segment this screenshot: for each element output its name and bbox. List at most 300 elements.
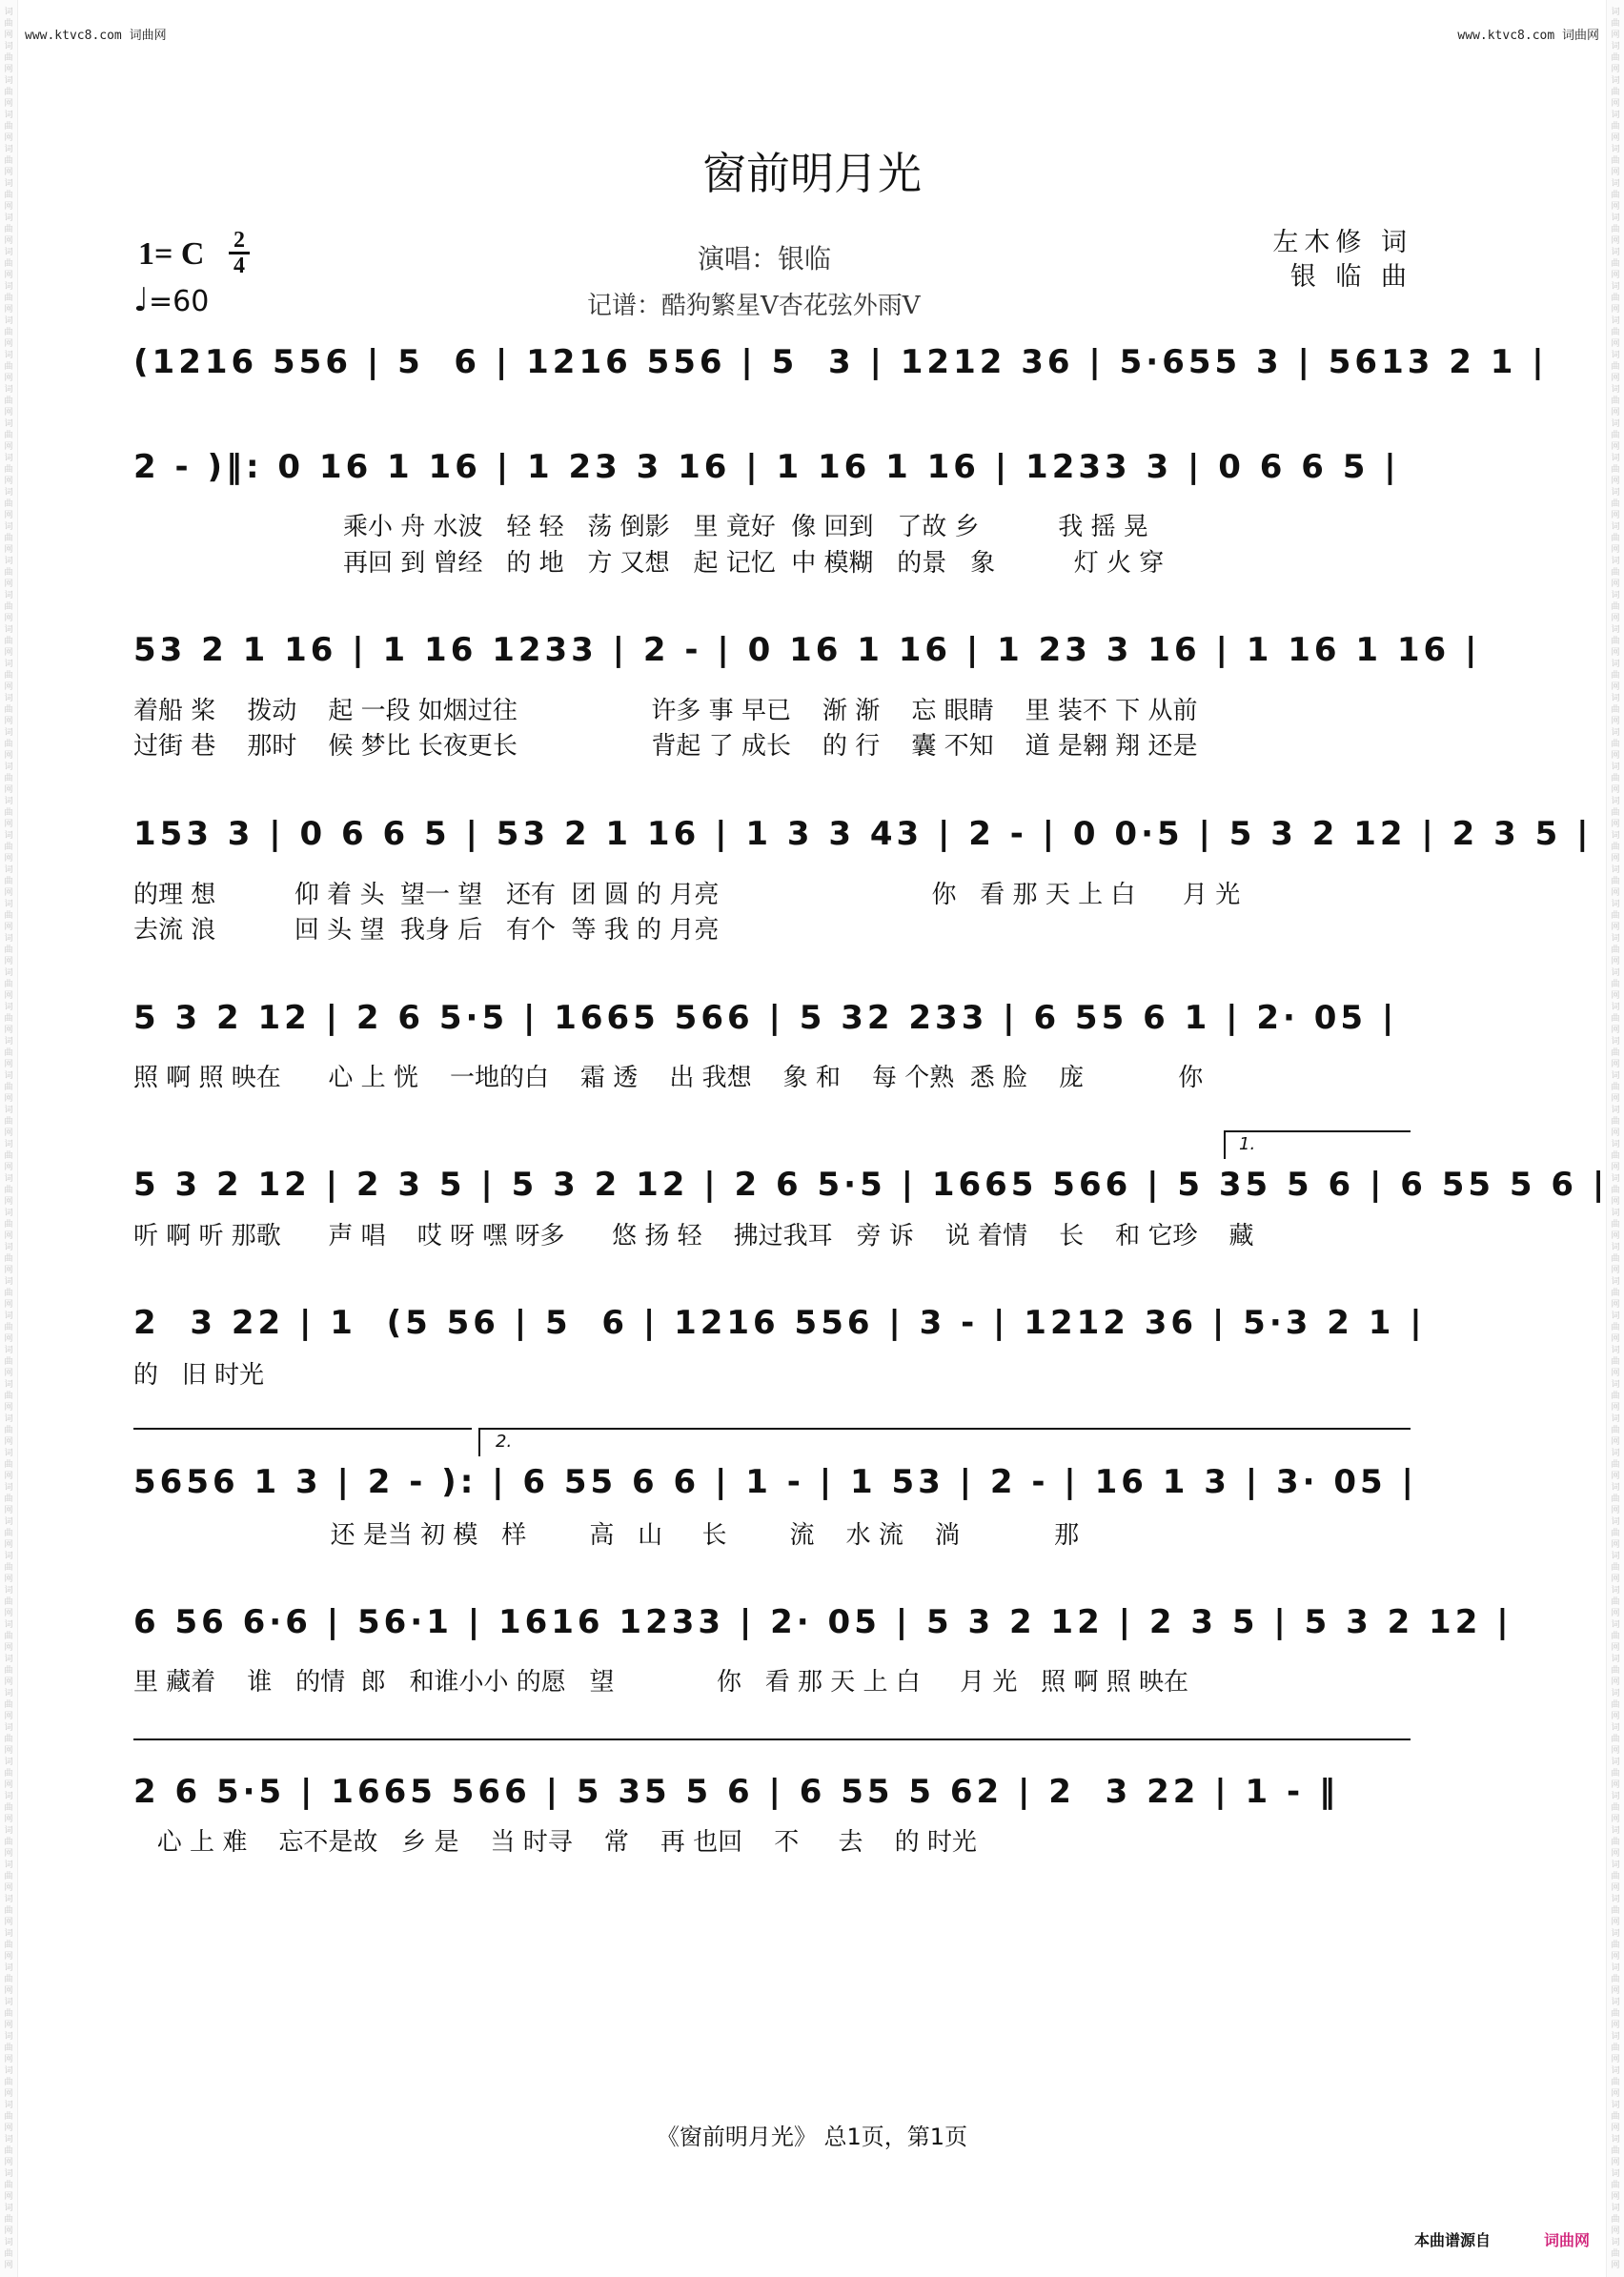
notation-row: 53 2 1 16 | 1 16 1233 | 2 - | 0 16 1 16 | 1 23 3 16 | 1 16 1 16 | xyxy=(133,631,1481,669)
margin-watermark-glyph: 网 xyxy=(4,511,13,520)
margin-watermark-glyph: 曲 xyxy=(1611,1838,1620,1847)
margin-watermark-glyph: 词 xyxy=(1611,762,1620,772)
margin-watermark-glyph: 词 xyxy=(4,385,13,395)
margin-watermark-glyph: 曲 xyxy=(4,671,13,681)
site-url-right[interactable]: www.ktvc8.com 词曲网 xyxy=(1457,29,1599,43)
margin-watermark-glyph: 词 xyxy=(4,797,13,806)
margin-watermark-glyph: 网 xyxy=(4,305,13,315)
margin-watermark-glyph: 词 xyxy=(4,831,13,841)
margin-watermark-glyph: 词 xyxy=(1611,179,1620,189)
margin-watermark-glyph: 词 xyxy=(1611,2238,1620,2247)
margin-watermark-glyph: 曲 xyxy=(4,1117,13,1127)
margin-watermark-glyph: 网 xyxy=(4,717,13,726)
margin-watermark-glyph: 词 xyxy=(1611,1414,1620,1424)
margin-watermark-glyph: 曲 xyxy=(4,1735,13,1744)
margin-watermark-glyph: 网 xyxy=(4,2055,13,2064)
margin-watermark-glyph: 曲 xyxy=(4,2181,13,2190)
margin-watermark-glyph: 曲 xyxy=(1611,877,1620,886)
margin-watermark-glyph: 词 xyxy=(4,488,13,498)
margin-watermark-glyph: 曲 xyxy=(1611,1357,1620,1367)
margin-watermark-glyph: 曲 xyxy=(1611,362,1620,372)
margin-watermark-glyph: 曲 xyxy=(1611,808,1620,818)
margin-watermark-glyph: 词 xyxy=(1611,1380,1620,1390)
margin-watermark-glyph: 词 xyxy=(1611,1209,1620,1218)
margin-watermark-glyph: 网 xyxy=(1611,1952,1620,1962)
margin-watermark-glyph: 网 xyxy=(4,1300,13,1310)
margin-watermark-glyph: 曲 xyxy=(1611,740,1620,749)
margin-watermark-glyph: 网 xyxy=(4,614,13,623)
lyricist-credit: 左木修 词 xyxy=(1272,228,1412,257)
margin-watermark-glyph: 网 xyxy=(1611,1609,1620,1618)
margin-watermark-glyph: 词 xyxy=(4,1860,13,1870)
tempo-value: =60 xyxy=(149,285,210,318)
notation-row: 2 - )‖: 0 16 1 16 | 1 23 3 16 | 1 16 1 16 | 1233 3 | 0 6 6 5 | xyxy=(133,448,1400,486)
margin-watermark-glyph: 词 xyxy=(1611,111,1620,120)
margin-watermark-glyph: 词 xyxy=(4,625,13,635)
song-title: 窗前明月光 xyxy=(702,148,922,199)
margin-watermark-glyph: 曲 xyxy=(4,191,13,200)
margin-watermark-glyph: 曲 xyxy=(4,1975,13,1984)
margin-watermark-glyph: 网 xyxy=(1611,579,1620,589)
notation-row: 2 3 22 | 1 (5 56 | 5 6 | 1216 556 | 3 - | 1212 36 | 5·3 2 1 | xyxy=(133,1304,1426,1342)
margin-watermark-glyph: 曲 xyxy=(4,1941,13,1950)
margin-watermark-glyph: 网 xyxy=(4,133,13,143)
margin-watermark-glyph: 曲 xyxy=(1611,53,1620,63)
margin-watermark-glyph: 词 xyxy=(4,968,13,978)
margin-watermark-glyph: 网 xyxy=(1611,682,1620,692)
margin-watermark-glyph: 词 xyxy=(1611,1723,1620,1733)
margin-watermark-glyph: 曲 xyxy=(4,328,13,337)
site-url-left[interactable]: www.ktvc8.com 词曲网 xyxy=(25,29,167,43)
time-signature-top: 2 xyxy=(233,228,245,253)
margin-watermark-glyph: 网 xyxy=(1611,1437,1620,1447)
margin-watermark-glyph: 词 xyxy=(1611,145,1620,154)
margin-watermark-glyph: 词 xyxy=(4,1552,13,1561)
notation-row: 153 3 | 0 6 6 5 | 53 2 1 16 | 1 3 3 43 | 2 - | 0 0·5 | 5 3 2 12 | 2 3 5 | xyxy=(133,815,1593,853)
margin-watermark-glyph: 网 xyxy=(4,2124,13,2133)
margin-watermark-glyph: 词 xyxy=(4,454,13,463)
margin-watermark-glyph: 词 xyxy=(1611,248,1620,257)
margin-watermark-glyph: 词 xyxy=(1611,968,1620,978)
margin-watermark-glyph: 词 xyxy=(4,76,13,86)
margin-watermark-glyph: 曲 xyxy=(4,1700,13,1710)
margin-watermark-glyph: 词 xyxy=(1611,900,1620,909)
margin-watermark-glyph: 词 xyxy=(4,1414,13,1424)
margin-watermark-glyph: 曲 xyxy=(4,1151,13,1161)
margin-watermark-glyph: 曲 xyxy=(4,1460,13,1470)
margin-watermark-glyph: 网 xyxy=(1611,1334,1620,1344)
margin-watermark-glyph: 词 xyxy=(1611,2066,1620,2076)
margin-watermark-glyph: 词 xyxy=(1611,2169,1620,2179)
margin-watermark-glyph: 网 xyxy=(4,1506,13,1515)
margin-watermark-glyph: 曲 xyxy=(4,1769,13,1779)
key-signature: 1= C xyxy=(138,236,205,272)
margin-watermark-glyph: 网 xyxy=(1611,2055,1620,2064)
margin-watermark-glyph: 网 xyxy=(1611,168,1620,177)
time-signature xyxy=(229,229,250,277)
margin-watermark-glyph: 曲 xyxy=(1611,225,1620,234)
tie-continuation-line xyxy=(133,1738,1411,1740)
margin-watermark-glyph: 网 xyxy=(1611,1986,1620,1996)
margin-watermark-glyph: 网 xyxy=(1611,1540,1620,1550)
margin-watermark-glyph: 词 xyxy=(1611,488,1620,498)
margin-watermark-glyph: 曲 xyxy=(4,877,13,886)
margin-watermark-glyph: 网 xyxy=(4,785,13,795)
margin-watermark-glyph: 网 xyxy=(1611,717,1620,726)
margin-watermark-glyph: 网 xyxy=(4,65,13,74)
margin-watermark-glyph: 网 xyxy=(4,202,13,212)
margin-watermark-glyph: 网 xyxy=(1611,1026,1620,1035)
margin-watermark-glyph: 网 xyxy=(4,374,13,383)
margin-watermark-glyph: 网 xyxy=(1611,1780,1620,1790)
margin-watermark-glyph: 词 xyxy=(1611,2204,1620,2213)
margin-watermark-glyph: 词 xyxy=(1611,1071,1620,1081)
margin-watermark-glyph: 网 xyxy=(1611,1849,1620,1859)
margin-watermark-glyph: 曲 xyxy=(1611,843,1620,852)
margin-watermark-glyph: 网 xyxy=(4,1231,13,1241)
margin-watermark-glyph: 词 xyxy=(4,42,13,51)
time-signature-bottom: 4 xyxy=(233,254,245,278)
margin-watermark-glyph: 网 xyxy=(1611,1060,1620,1069)
margin-watermark-glyph: 曲 xyxy=(4,1048,13,1058)
margin-watermark-glyph: 曲 xyxy=(4,843,13,852)
margin-watermark-glyph: 曲 xyxy=(4,88,13,97)
margin-watermark-glyph: 曲 xyxy=(1611,1289,1620,1298)
margin-watermark-glyph: 网 xyxy=(4,1643,13,1653)
margin-watermark-glyph: 词 xyxy=(1611,1003,1620,1012)
margin-watermark-glyph: 网 xyxy=(4,2158,13,2167)
margin-watermark-glyph: 曲 xyxy=(4,294,13,303)
transcriber-credit: 记谱：酷狗繁星V杏花弦外雨V xyxy=(587,292,921,320)
margin-watermark-glyph: 词 xyxy=(4,762,13,772)
margin-watermark-glyph: 网 xyxy=(1611,339,1620,349)
page-info: 《窗前明月光》 总1页，第1页 xyxy=(656,2124,968,2150)
margin-watermark-glyph: 网 xyxy=(4,888,13,898)
margin-watermark-glyph: 曲 xyxy=(4,2215,13,2225)
margin-watermark-glyph: 曲 xyxy=(1611,1700,1620,1710)
volta-first-label: 1. xyxy=(1239,1134,1256,1154)
margin-watermark-glyph: 曲 xyxy=(1611,1906,1620,1916)
margin-watermark-glyph: 曲 xyxy=(1611,774,1620,783)
lyric-verse-1: 的 旧 时光 xyxy=(133,1361,265,1390)
margin-watermark-glyph: 词 xyxy=(1611,797,1620,806)
margin-watermark-glyph: 词 xyxy=(4,1689,13,1698)
margin-watermark-glyph: 曲 xyxy=(1611,1494,1620,1504)
margin-watermark-glyph: 词 xyxy=(4,1277,13,1287)
margin-watermark-glyph: 词 xyxy=(1611,557,1620,566)
margin-watermark-glyph: 网 xyxy=(4,1026,13,1035)
margin-watermark-glyph: 曲 xyxy=(1611,19,1620,29)
margin-watermark-glyph: 网 xyxy=(1611,374,1620,383)
margin-watermark-glyph: 词 xyxy=(4,1071,13,1081)
margin-watermark-glyph: 词 xyxy=(1611,1449,1620,1458)
margin-watermark-glyph: 曲 xyxy=(1611,602,1620,612)
lyric-verse-1: 照 啊 照 映在 心 上 恍 一地的白 霜 透 出 我想 象 和 每 个熟 悉 脸 庞 你 xyxy=(133,1064,1204,1092)
margin-watermark-glyph: 网 xyxy=(1611,888,1620,898)
margin-watermark-glyph: 曲 xyxy=(1611,259,1620,269)
margin-watermark-glyph: 曲 xyxy=(4,1254,13,1264)
margin-watermark-glyph: 词 xyxy=(1611,1552,1620,1561)
margin-watermark-glyph: 曲 xyxy=(1611,2146,1620,2156)
margin-watermark-glyph: 词 xyxy=(4,1483,13,1493)
margin-watermark-glyph: 词 xyxy=(4,1037,13,1047)
margin-watermark-glyph: 词 xyxy=(1611,316,1620,326)
margin-watermark-glyph: 网 xyxy=(4,2261,13,2270)
margin-watermark-glyph: 词 xyxy=(1611,1826,1620,1836)
margin-watermark-glyph: 曲 xyxy=(4,808,13,818)
margin-watermark-glyph: 网 xyxy=(1611,1403,1620,1413)
margin-watermark-glyph: 词 xyxy=(1611,660,1620,669)
margin-watermark-glyph: 词 xyxy=(4,728,13,738)
margin-watermark-glyph: 曲 xyxy=(4,156,13,166)
margin-watermark-glyph: 网 xyxy=(4,1780,13,1790)
margin-watermark-glyph: 曲 xyxy=(1611,637,1620,646)
margin-watermark-glyph: 曲 xyxy=(1611,1872,1620,1881)
margin-watermark-glyph: 曲 xyxy=(1611,534,1620,543)
margin-watermark-glyph: 词 xyxy=(4,8,13,17)
margin-watermark-glyph: 词 xyxy=(1611,1311,1620,1321)
margin-watermark-glyph: 网 xyxy=(1611,2089,1620,2099)
margin-watermark-glyph: 网 xyxy=(4,1472,13,1481)
margin-watermark-glyph: 词 xyxy=(4,1106,13,1115)
margin-watermark-glyph: 网 xyxy=(1611,820,1620,829)
margin-watermark-glyph: 曲 xyxy=(4,568,13,578)
margin-watermark-glyph: 网 xyxy=(1611,1575,1620,1584)
margin-watermark-glyph: 网 xyxy=(4,2021,13,2030)
margin-watermark-glyph: 曲 xyxy=(1611,1460,1620,1470)
margin-watermark-glyph: 曲 xyxy=(4,1563,13,1573)
margin-watermark-glyph: 曲 xyxy=(1611,1083,1620,1092)
margin-watermark-glyph: 网 xyxy=(4,1163,13,1172)
margin-watermark-glyph: 网 xyxy=(4,854,13,864)
margin-watermark-glyph: 曲 xyxy=(1611,568,1620,578)
margin-watermark-glyph: 网 xyxy=(4,682,13,692)
margin-watermark-glyph: 词 xyxy=(4,1243,13,1252)
margin-watermark-glyph: 词 xyxy=(4,1140,13,1149)
margin-watermark-glyph: 曲 xyxy=(1611,122,1620,132)
volta-bracket-second xyxy=(478,1428,1411,1430)
margin-watermark-glyph: 曲 xyxy=(4,637,13,646)
margin-watermark-glyph: 曲 xyxy=(4,1666,13,1676)
margin-watermark-glyph: 网 xyxy=(4,2089,13,2099)
margin-watermark-glyph: 网 xyxy=(1611,2158,1620,2167)
source-label: 本曲谱源自 xyxy=(1413,2231,1491,2249)
margin-watermark-glyph: 网 xyxy=(4,30,13,40)
margin-watermark-glyph: 曲 xyxy=(4,1392,13,1401)
margin-watermark-glyph: 曲 xyxy=(4,1289,13,1298)
margin-watermark-glyph: 曲 xyxy=(4,2146,13,2156)
singer-credit: 演唱：银临 xyxy=(698,243,832,274)
lyric-verse-2: 过街 巷 那时 候 梦比 长夜更长 背起 了 成长 的 行 囊 不知 道 是翱 翔 还是 xyxy=(133,732,1198,761)
margin-watermark-glyph: 网 xyxy=(4,957,13,966)
lyric-verse-1: 着船 桨 拨动 起 一段 如烟过往 许多 事 早已 渐 渐 忘 眼睛 里 装不 下 从前 xyxy=(133,697,1198,725)
margin-watermark-glyph: 网 xyxy=(1611,545,1620,555)
margin-watermark-glyph: 曲 xyxy=(4,499,13,509)
margin-watermark-glyph: 网 xyxy=(1611,1883,1620,1893)
margin-watermark-glyph: 词 xyxy=(1611,1586,1620,1596)
margin-watermark-glyph: 曲 xyxy=(1611,2215,1620,2225)
margin-watermark-glyph: 网 xyxy=(1611,30,1620,40)
notation-row: 5 3 2 12 | 2 6 5·5 | 1665 566 | 5 32 233 | 6 55 6 1 | 2· 05 | xyxy=(133,999,1398,1037)
margin-watermark-glyph: 曲 xyxy=(1611,1014,1620,1024)
margin-watermark-glyph: 网 xyxy=(4,1849,13,1859)
margin-watermark-glyph: 网 xyxy=(1611,1506,1620,1515)
source-brand-link[interactable]: 词曲网 xyxy=(1543,2231,1590,2249)
margin-watermark-glyph: 网 xyxy=(1611,271,1620,280)
margin-watermark-glyph: 曲 xyxy=(1611,294,1620,303)
margin-watermark-glyph: 词 xyxy=(1611,1689,1620,1698)
margin-watermark-glyph: 词 xyxy=(4,1449,13,1458)
margin-watermark-glyph: 网 xyxy=(4,1677,13,1687)
margin-watermark-glyph: 网 xyxy=(4,991,13,1001)
margin-watermark-glyph: 曲 xyxy=(4,1494,13,1504)
margin-watermark-glyph: 词 xyxy=(1611,865,1620,875)
left-margin-strip xyxy=(0,0,18,2277)
margin-watermark-glyph: 曲 xyxy=(4,1632,13,1641)
margin-watermark-glyph: 网 xyxy=(1611,2261,1620,2270)
margin-watermark-glyph: 网 xyxy=(1611,1918,1620,1927)
margin-watermark-glyph: 曲 xyxy=(1611,1529,1620,1538)
margin-watermark-glyph: 曲 xyxy=(4,945,13,955)
volta-bracket-first-continue xyxy=(133,1428,472,1430)
margin-watermark-glyph: 词 xyxy=(4,1655,13,1664)
margin-watermark-glyph: 词 xyxy=(1611,831,1620,841)
lyric-verse-2: 去流 浪 回 头 望 我身 后 有个 等 我 的 月亮 xyxy=(133,916,720,945)
tempo-marking xyxy=(133,281,209,319)
margin-watermark-glyph: 网 xyxy=(4,1986,13,1996)
margin-watermark-glyph: 曲 xyxy=(1611,431,1620,440)
margin-watermark-glyph: 词 xyxy=(1611,1963,1620,1973)
margin-watermark-glyph: 曲 xyxy=(1611,671,1620,681)
margin-watermark-glyph: 网 xyxy=(1611,1197,1620,1207)
margin-watermark-glyph: 曲 xyxy=(1611,2043,1620,2053)
margin-watermark-glyph: 网 xyxy=(1611,1677,1620,1687)
margin-watermark-glyph: 网 xyxy=(4,1746,13,1756)
margin-watermark-glyph: 词 xyxy=(4,1792,13,1801)
lyric-verse-1: 里 藏着 谁 的情 郎 和谁小小 的愿 望 你 看 那 天 上 白 月 光 照 啊 照 映在 xyxy=(133,1668,1188,1697)
margin-watermark-glyph: 曲 xyxy=(4,362,13,372)
margin-watermark-glyph: 曲 xyxy=(4,2078,13,2087)
margin-watermark-glyph: 网 xyxy=(1611,1128,1620,1138)
margin-watermark-glyph: 词 xyxy=(4,2238,13,2247)
margin-watermark-glyph: 词 xyxy=(4,145,13,154)
margin-watermark-glyph: 曲 xyxy=(4,1014,13,1024)
notation-row: 5 3 2 12 | 2 3 5 | 5 3 2 12 | 2 6 5·5 | 1665 566 | 5 35 5 6 | 6 55 5 6 | xyxy=(133,1166,1609,1204)
lyric-verse-1: 乘小 舟 水波 轻 轻 荡 倒影 里 竟好 像 回到 了故 乡 我 摇 晃 xyxy=(343,513,1148,541)
margin-watermark-glyph: 词 xyxy=(4,1209,13,1218)
margin-watermark-glyph: 曲 xyxy=(1611,1803,1620,1813)
margin-watermark-glyph: 网 xyxy=(1611,751,1620,761)
notation-row: 2 6 5·5 | 1665 566 | 5 35 5 6 | 6 55 5 62 | 2 3 22 | 1 - ‖ xyxy=(133,1773,1339,1811)
margin-watermark-glyph: 曲 xyxy=(4,396,13,406)
margin-watermark-glyph: 词 xyxy=(4,316,13,326)
notation-row: 5656 1 3 | 2 - ): | 6 55 6 6 | 1 - | 1 53 | 2 - | 16 1 3 | 3· 05 | xyxy=(133,1463,1417,1501)
margin-watermark-glyph: 词 xyxy=(4,1517,13,1527)
margin-watermark-glyph: 词 xyxy=(1611,1620,1620,1630)
quarter-note-icon: ♩ xyxy=(133,281,150,319)
margin-watermark-glyph: 网 xyxy=(4,271,13,280)
margin-watermark-glyph: 词 xyxy=(4,1758,13,1767)
margin-watermark-glyph: 曲 xyxy=(4,980,13,989)
margin-watermark-glyph: 词 xyxy=(4,282,13,292)
margin-watermark-glyph: 曲 xyxy=(4,1529,13,1538)
margin-watermark-glyph: 词 xyxy=(4,1998,13,2007)
margin-watermark-glyph: 词 xyxy=(4,1311,13,1321)
margin-watermark-glyph: 网 xyxy=(1611,2021,1620,2030)
margin-watermark-glyph: 曲 xyxy=(4,122,13,132)
margin-watermark-glyph: 词 xyxy=(1611,1929,1620,1939)
margin-watermark-glyph: 词 xyxy=(4,248,13,257)
margin-watermark-glyph: 词 xyxy=(4,1826,13,1836)
notation-row: (1216 556 | 5 6 | 1216 556 | 5 3 | 1212 36 | 5·655 3 | 5613 2 1 | xyxy=(133,343,1548,381)
margin-watermark-glyph: 曲 xyxy=(1611,945,1620,955)
margin-watermark-glyph: 网 xyxy=(1611,1815,1620,1824)
margin-watermark-glyph: 曲 xyxy=(1611,465,1620,475)
margin-watermark-glyph: 词 xyxy=(4,111,13,120)
margin-watermark-glyph: 网 xyxy=(1611,1094,1620,1104)
margin-watermark-glyph: 曲 xyxy=(1611,2078,1620,2087)
volta-bracket-first-edge xyxy=(1224,1130,1226,1159)
margin-watermark-glyph: 网 xyxy=(4,1712,13,1721)
margin-watermark-glyph: 网 xyxy=(4,648,13,658)
composer-credit: 银 临 曲 xyxy=(1289,262,1412,292)
margin-watermark-glyph: 词 xyxy=(1611,76,1620,86)
margin-watermark-glyph: 曲 xyxy=(1611,396,1620,406)
margin-watermark-glyph: 词 xyxy=(1611,419,1620,429)
margin-watermark-glyph: 词 xyxy=(4,2066,13,2076)
margin-watermark-glyph: 网 xyxy=(1611,477,1620,486)
margin-watermark-glyph: 词 xyxy=(4,1174,13,1184)
margin-watermark-glyph: 曲 xyxy=(1611,1323,1620,1332)
margin-watermark-glyph: 曲 xyxy=(1611,1563,1620,1573)
margin-watermark-glyph: 曲 xyxy=(4,1323,13,1332)
margin-watermark-glyph: 曲 xyxy=(1611,1666,1620,1676)
margin-watermark-glyph: 曲 xyxy=(4,431,13,440)
margin-watermark-glyph: 词 xyxy=(1611,1106,1620,1115)
margin-watermark-glyph: 曲 xyxy=(1611,911,1620,921)
margin-watermark-glyph: 曲 xyxy=(1611,88,1620,97)
margin-watermark-glyph: 网 xyxy=(4,1369,13,1378)
lyric-verse-1: 听 啊 听 那歌 声 唱 哎 呀 嘿 呀多 悠 扬 轻 拂过我耳 旁 诉 说 着情 长 和 它珍 藏 xyxy=(133,1222,1254,1250)
margin-watermark-glyph: 网 xyxy=(1611,1231,1620,1241)
margin-watermark-glyph: 词 xyxy=(1611,694,1620,703)
margin-watermark-glyph: 曲 xyxy=(1611,1117,1620,1127)
margin-watermark-glyph: 网 xyxy=(1611,1266,1620,1275)
margin-watermark-glyph: 曲 xyxy=(4,2112,13,2122)
margin-watermark-glyph: 曲 xyxy=(4,1357,13,1367)
margin-watermark-glyph: 网 xyxy=(1611,614,1620,623)
margin-watermark-glyph: 网 xyxy=(4,1815,13,1824)
lyric-verse-1: 心 上 难 忘不是故 乡 是 当 时寻 常 再 也回 不 去 的 时光 xyxy=(133,1828,977,1857)
margin-watermark-glyph: 词 xyxy=(1611,8,1620,17)
margin-watermark-glyph: 网 xyxy=(1611,1472,1620,1481)
margin-watermark-glyph: 曲 xyxy=(1611,2009,1620,2019)
margin-watermark-glyph: 网 xyxy=(1611,923,1620,932)
margin-watermark-glyph: 曲 xyxy=(1611,1392,1620,1401)
margin-watermark-glyph: 曲 xyxy=(4,1906,13,1916)
margin-watermark-glyph: 网 xyxy=(4,579,13,589)
margin-watermark-glyph: 网 xyxy=(4,1403,13,1413)
margin-watermark-glyph: 网 xyxy=(1611,65,1620,74)
margin-watermark-glyph: 曲 xyxy=(1611,2249,1620,2259)
margin-watermark-glyph: 曲 xyxy=(4,705,13,715)
margin-watermark-glyph: 曲 xyxy=(4,1220,13,1230)
margin-watermark-glyph: 曲 xyxy=(1611,1151,1620,1161)
margin-watermark-glyph: 词 xyxy=(1611,2032,1620,2042)
margin-watermark-glyph: 曲 xyxy=(1611,1220,1620,1230)
margin-watermark-glyph: 曲 xyxy=(1611,1735,1620,1744)
margin-watermark-glyph: 曲 xyxy=(1611,156,1620,166)
